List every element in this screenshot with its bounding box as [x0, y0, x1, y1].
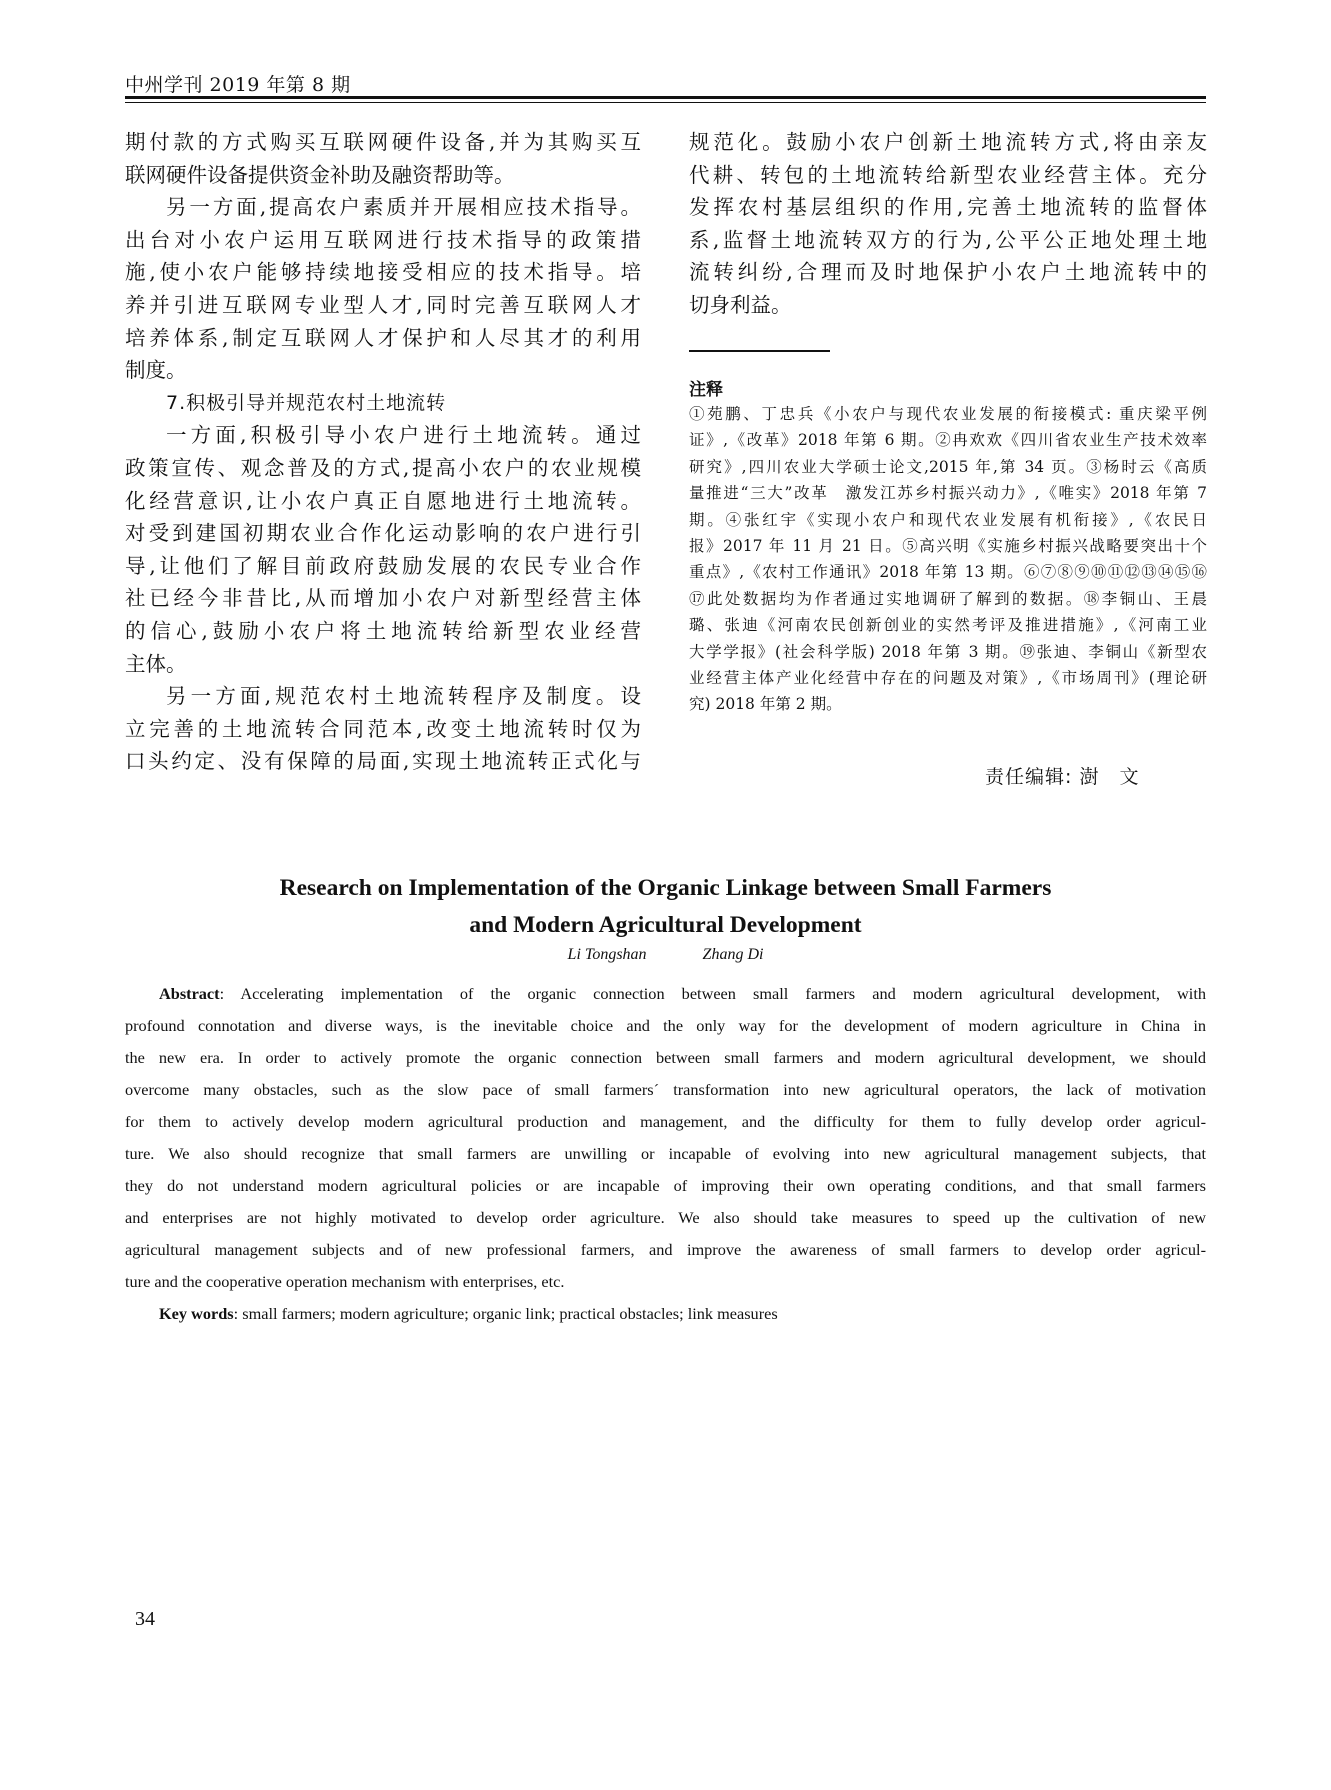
keywords-text: small farmers; modern agriculture; organic link; practical obstacles; link measures	[242, 1304, 778, 1323]
text-line: 业经营主体产业化经营中存在的问题及对策》,《市场周刊》(理论研	[689, 668, 1207, 687]
text-line: 发挥农村基层组织的作用,完善土地流转的监督体	[689, 195, 1207, 220]
text-line: 施,使小农户能够持续地接受相应的技术指导。培	[125, 260, 641, 285]
keywords-label: Key words	[159, 1304, 234, 1323]
abstract-colon: :	[219, 984, 241, 1003]
text-line: 另一方面,提高农户素质并开展相应技术指导。	[166, 195, 641, 220]
author-name: Li Tongshan	[567, 946, 647, 963]
keywords-colon: :	[233, 1304, 243, 1323]
left-column	[125, 126, 641, 778]
text-line: 口头约定、没有保障的局面,实现土地流转正式化与	[125, 749, 641, 774]
abstract-line: overcome many obstacles, such as the slow pace of small farmers´ transformation into new agricultural operators, the lack of motivation	[125, 1080, 1206, 1099]
english-title	[125, 870, 1206, 944]
text-line: 联网硬件设备提供资金补助及融资帮助等。	[125, 162, 515, 187]
text-line: 期付款的方式购买互联网硬件设备,并为其购买互	[125, 130, 641, 154]
abstract-line: ture. We also should recognize that small farmers are unwilling or incapable of evolving into new agricultural management subjects, that	[125, 1144, 1206, 1163]
text-line: 化经营意识,让小农户真正自愿地进行土地流转。	[125, 488, 641, 513]
abstract-line: profound connotation and diverse ways, is the inevitable choice and the only way for the development of modern agriculture in China in	[125, 1016, 1206, 1035]
text-line: 的信心,鼓励小农户将土地流转给新型农业经营	[125, 618, 641, 643]
text-line: 政策宣传、观念普及的方式,提高小农户的农业规模	[125, 455, 641, 480]
text-line: 代耕、转包的土地流转给新型农业经营主体。充分	[689, 162, 1207, 187]
text-line: 导,让他们了解目前政府鼓励发展的农民专业合作	[125, 553, 641, 578]
text-line: 社已经今非昔比,从而增加小农户对新型经营主体	[125, 586, 641, 611]
responsible-editor: 责任编辑: 澍 文	[985, 766, 1140, 788]
text-line: 报》2017 年 11 月 21 日。⑤高兴明《实施乡村振兴战略要突出十个	[689, 536, 1207, 555]
notes-title: 注释	[689, 380, 723, 400]
text-line: 规范化。鼓励小农户创新土地流转方式,将由亲友	[689, 130, 1207, 154]
text-line: 璐、张迪《河南农民创新创业的实然考评及推进措施》,《河南工业	[689, 616, 1207, 635]
text-line: 培养体系,制定互联网人才保护和人尽其才的利用	[125, 325, 641, 350]
header-double-rule	[125, 96, 1206, 103]
text-line: 研究》,四川农业大学硕士论文,2015 年,第 34 页。③杨时云《高质	[689, 457, 1207, 476]
text-line: 切身利益。	[689, 292, 792, 317]
text-line: 对受到建国初期农业合作化运动影响的农户进行引	[125, 521, 641, 546]
text-line: 证》,《改革》2018 年第 6 期。②冉欢欢《四川省农业生产技术效率	[689, 431, 1207, 450]
abstract-line: agricultural management subjects and of new professional farmers, and improve the awareness of small farmers to develop order agricul-	[125, 1240, 1206, 1259]
english-title-line-2: and Modern Agricultural Development	[469, 912, 862, 938]
text-line: 系,监督土地流转双方的行为,公平公正地处理土地	[689, 227, 1207, 252]
section-heading: 7.积极引导并规范农村土地流转	[166, 391, 447, 414]
text-line: 立完善的土地流转合同范本,改变土地流转时仅为	[125, 716, 641, 741]
running-head: 中州学刊 2019 年第 8 期	[125, 74, 351, 96]
english-title-line-1: Research on Implementation of the Organic Linkage between Small Farmers	[279, 875, 1052, 901]
english-authors	[125, 946, 1206, 964]
author-name: Zhang Di	[702, 946, 764, 963]
text-line: 另一方面,规范农村土地流转程序及制度。设	[166, 684, 641, 709]
abstract-line: and enterprises are not highly motivated to develop order agriculture. We also should take measures to speed up the cultivation of new	[125, 1208, 1206, 1227]
footnote-rule	[689, 350, 830, 352]
text-line: ⑰此处数据均为作者通过实地调研了解到的数据。⑱李铜山、王晨	[689, 589, 1207, 608]
text-line: 流转纠纷,合理而及时地保护小农户土地流转中的	[689, 260, 1207, 285]
text-line: 出台对小农户运用互联网进行技术指导的政策措	[125, 227, 641, 252]
notes-list	[689, 401, 1207, 718]
abstract-line: for them to actively develop modern agricultural production and management, and the difficulty for them to fully develop order agricul-	[125, 1112, 1206, 1131]
text-line: 制度。	[125, 358, 187, 383]
text-line: ①苑鹏、丁忠兵《小农户与现代农业发展的衔接模式: 重庆梁平例	[689, 405, 1207, 423]
abstract-line: the new era. In order to actively promote the organic connection between small farmers and modern agricultural development, we should	[125, 1048, 1206, 1067]
english-abstract	[125, 978, 1206, 1330]
keywords-line	[125, 1298, 1206, 1330]
text-line: 养并引进互联网专业型人才,同时完善互联网人才	[125, 292, 641, 317]
text-line: 一方面,积极引导小农户进行土地流转。通过	[166, 423, 641, 448]
abstract-line: they do not understand modern agricultural policies or are incapable of improving their own operating conditions, and that small farmers	[125, 1176, 1206, 1195]
abstract-line	[125, 978, 1206, 1010]
text-line: 大学学报》(社会科学版) 2018 年第 3 期。⑲张迪、李铜山《新型农	[689, 642, 1207, 661]
text-line: 量推进“三大”改革 激发江苏乡村振兴动力》,《唯实》2018 年第 7	[689, 484, 1207, 503]
abstract-text: Accelerating implementation of the organic connection between small farmers and modern agricultural development, with	[240, 984, 1206, 1003]
abstract-line: ture and the cooperative operation mechanism with enterprises, etc.	[125, 1272, 565, 1291]
text-line: 期。④张红宇《实现小农户和现代农业发展有机衔接》,《农民日	[689, 510, 1207, 529]
right-column	[689, 126, 1207, 322]
text-line: 重点》,《农村工作通讯》2018 年第 13 期。⑥⑦⑧⑨⑩⑪⑫⑬⑭⑮⑯	[689, 563, 1207, 582]
text-line: 究) 2018 年第 2 期。	[689, 695, 842, 714]
text-line: 主体。	[125, 651, 187, 676]
page-number: 34	[135, 1608, 155, 1630]
abstract-label: Abstract	[159, 984, 220, 1003]
